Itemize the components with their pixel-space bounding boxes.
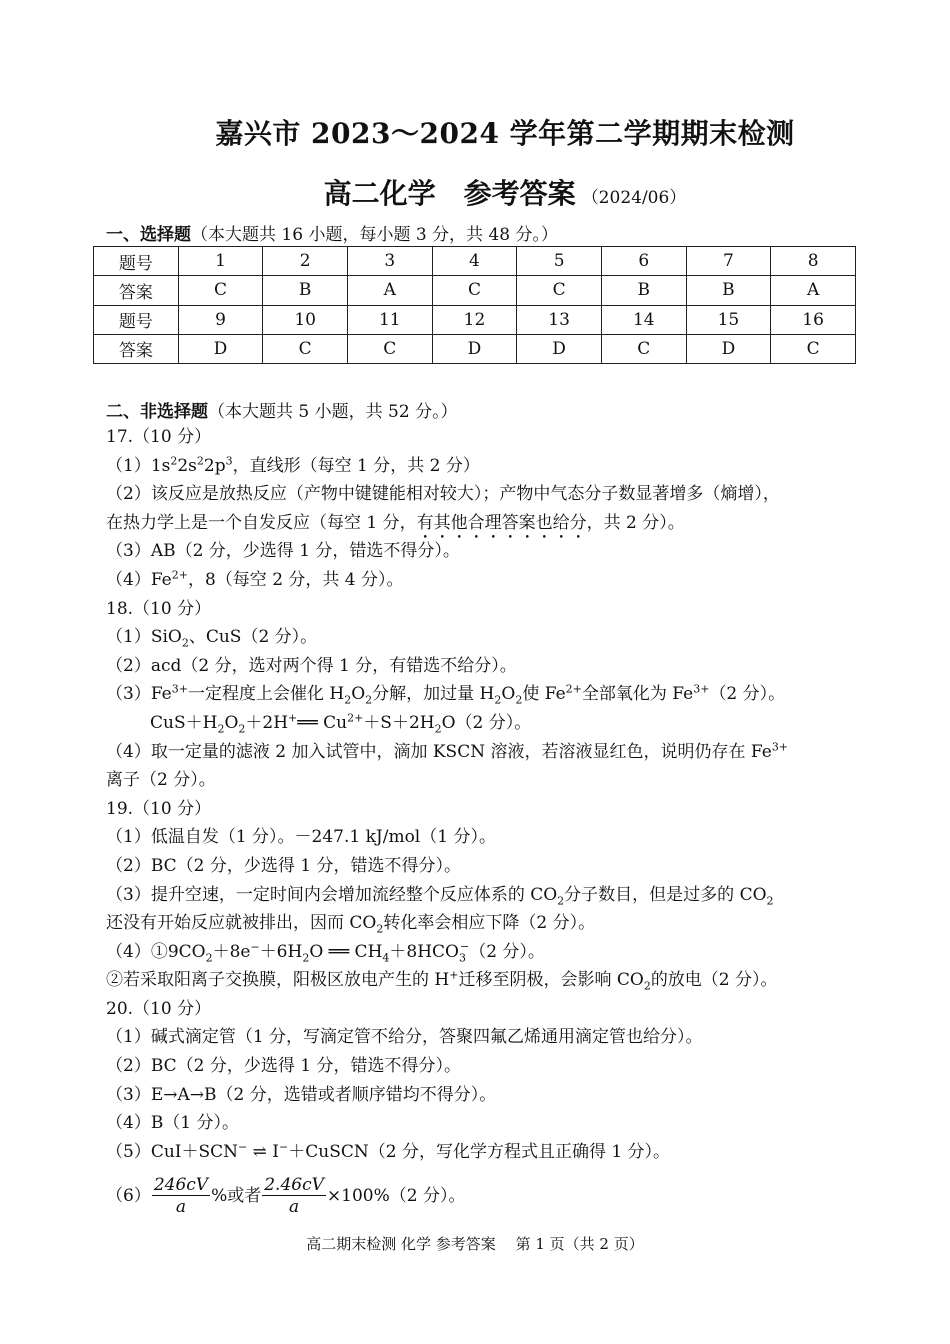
table-row-label: 题号 xyxy=(94,247,179,276)
table-cell: D xyxy=(432,334,517,363)
answers-body xyxy=(106,423,866,1220)
q18-part3: $(3)Fe^{3+}$一定程度上会催化 $H_2O_2$分解，加过量 $H_2O_2$使 $Fe^{2+}$全部氧化为 $Fe^{3+}(2$ 分）。 xyxy=(106,682,786,707)
q19-part3: （3）提升空速，一定时间内会增加流经整个反应体系的 $CO_2$分子数目，但是过多的 $CO_2$ xyxy=(106,884,774,907)
table-cell: 12 xyxy=(432,305,517,334)
q19-part1: （1）低温自发（1 分）。－247.1 kJ/mol（1 分）。 xyxy=(106,827,496,848)
table-cell: 9 xyxy=(178,305,263,334)
q20-part6: （6） $\frac{246cV}{a}$ %或者 $\frac{2.46cV}{a}$ ×100%（2 分）。 xyxy=(106,1175,466,1218)
table-cell: B xyxy=(686,276,771,305)
table-cell: 16 xyxy=(771,305,856,334)
table-cell: C xyxy=(771,334,856,363)
q17-part1: $(1)1s^22s^22p^3$，直线形（每空 1 分，共 2 分） xyxy=(106,453,480,476)
table-cell: 11 xyxy=(347,305,432,334)
q19-part2: （2）BC（2 分，少选得 1 分，错选不得分）。 xyxy=(106,855,461,876)
q17-part4: $(4)Fe^{2+}$，8（每空 2 分，共 4 分）。 xyxy=(106,568,404,590)
section1-note: （本大题共 16 小题，每小题 3 分，共 48 分。） xyxy=(191,225,559,245)
document-subtitle xyxy=(0,172,950,212)
section2-note: （本大题共 5 小题，共 52 分。） xyxy=(208,402,458,422)
table-cell: B xyxy=(263,276,348,305)
q17-header: 17.（10 分） xyxy=(106,427,212,447)
fraction-1: $\frac{246cV}{a}$ xyxy=(153,1175,209,1218)
table-cell: 3 xyxy=(347,247,432,276)
q17-part2-cont: 在热力学上是一个自发反应（每空 1 分，有其他合理答案也给分，共 2 分）。 xyxy=(106,512,685,533)
document-date: （2024/06） xyxy=(581,188,687,208)
q18-part4-cont: 离子（2 分）。 xyxy=(106,770,216,791)
table-cell: B xyxy=(601,276,686,305)
table-row xyxy=(94,276,856,305)
q18-part2: （2）acd（2 分，选对两个得 1 分，有错选不给分）。 xyxy=(106,655,517,676)
table-cell: C xyxy=(347,334,432,363)
table-cell: C xyxy=(432,276,517,305)
table-cell: C xyxy=(601,334,686,363)
q17-part3: （3）AB（2 分，少选得 1 分，错选不得分）。 xyxy=(106,541,460,562)
table-row-label: 答案 xyxy=(94,276,179,305)
table-row-label: 答案 xyxy=(94,334,179,363)
answer-table xyxy=(93,246,856,364)
q18-part3-equation: $CuS+H_2O_2+2H^+══$ $Cu^{2+}+S+2H_2O(2$ 分）。 xyxy=(150,711,532,736)
section1-heading xyxy=(106,220,558,245)
q19-part3-cont: 还没有开始反应就被排出，因而 $CO_2$转化率会相应下降（2 分）。 xyxy=(106,913,596,936)
table-cell: A xyxy=(347,276,432,305)
fraction-2: $\frac{2.46cV}{a}$ xyxy=(264,1175,324,1218)
q18-part1: （1）SiO$_2$、CuS（2 分）。 xyxy=(106,627,318,650)
table-cell: 6 xyxy=(601,247,686,276)
document-title: 嘉兴市 2023～2024 学年第二学期期末检测 xyxy=(215,117,795,150)
subtitle-text: 高二化学 参考答案 xyxy=(323,177,576,210)
table-cell: 8 xyxy=(771,247,856,276)
q19-part4-equation: $(4)①9CO_2+8e^-+6H_2O$ ══ $CH_4+8HCO_3^-(2$ 分）。 xyxy=(106,940,545,965)
q17-part2: （2）该反应是放热反应（产物中键键能相对较大）；产物中气态分子数显著增多（熵增）， xyxy=(106,484,780,505)
q20-part4: （4）B（1 分）。 xyxy=(106,1113,240,1134)
table-cell: D xyxy=(517,334,602,363)
table-row xyxy=(94,334,856,363)
table-cell: 1 xyxy=(178,247,263,276)
section2-title: 二、非选择题 xyxy=(106,402,208,422)
table-cell: 4 xyxy=(432,247,517,276)
q20-header: 20.（10 分） xyxy=(106,998,212,1019)
table-row xyxy=(94,247,856,276)
q19-part4-note: ②若采取阳离子交换膜，阳极区放电产生的 H+迁移至阴极，会影响 $CO_2$的放电（2 分）。 xyxy=(106,968,778,993)
table-cell: C xyxy=(178,276,263,305)
section2-heading xyxy=(106,397,458,422)
table-cell: 15 xyxy=(686,305,771,334)
table-row-label: 题号 xyxy=(94,305,179,334)
q20-part5: （5）CuI＋SCN− ⇌ I−＋CuSCN（2 分，写化学方程式且正确得 1 分）。 xyxy=(106,1140,671,1162)
table-cell: C xyxy=(263,334,348,363)
q18-part4: （4）取一定量的滤液 2 加入试管中，滴加 KSCN 溶液，若溶液显红色，说明仍存在 $Fe^{3+}$ xyxy=(106,739,789,762)
q20-part3: （3）E→A→B（2 分，选错或者顺序错均不得分）。 xyxy=(106,1084,497,1105)
q18-header: 18.（10 分） xyxy=(106,598,212,619)
table-cell: D xyxy=(686,334,771,363)
table-cell: 7 xyxy=(686,247,771,276)
q20-part2: （2）BC（2 分，少选得 1 分，错选不得分）。 xyxy=(106,1056,461,1077)
q20-part1: （1）碱式滴定管（1 分，写滴定管不给分，答聚四氟乙烯通用滴定管也给分）。 xyxy=(106,1027,703,1048)
table-cell: 13 xyxy=(517,305,602,334)
page-footer: 高二期末检测 化学 参考答案 第 1 页（共 2 页） xyxy=(306,1235,644,1253)
table-cell: 5 xyxy=(517,247,602,276)
table-cell: A xyxy=(771,276,856,305)
table-cell: D xyxy=(178,334,263,363)
table-cell: 14 xyxy=(601,305,686,334)
table-cell: C xyxy=(517,276,602,305)
section1-title: 一、选择题 xyxy=(106,225,191,245)
table-cell: 10 xyxy=(263,305,348,334)
table-row xyxy=(94,305,856,334)
table-cell: 2 xyxy=(263,247,348,276)
q19-header: 19.（10 分） xyxy=(106,798,212,819)
